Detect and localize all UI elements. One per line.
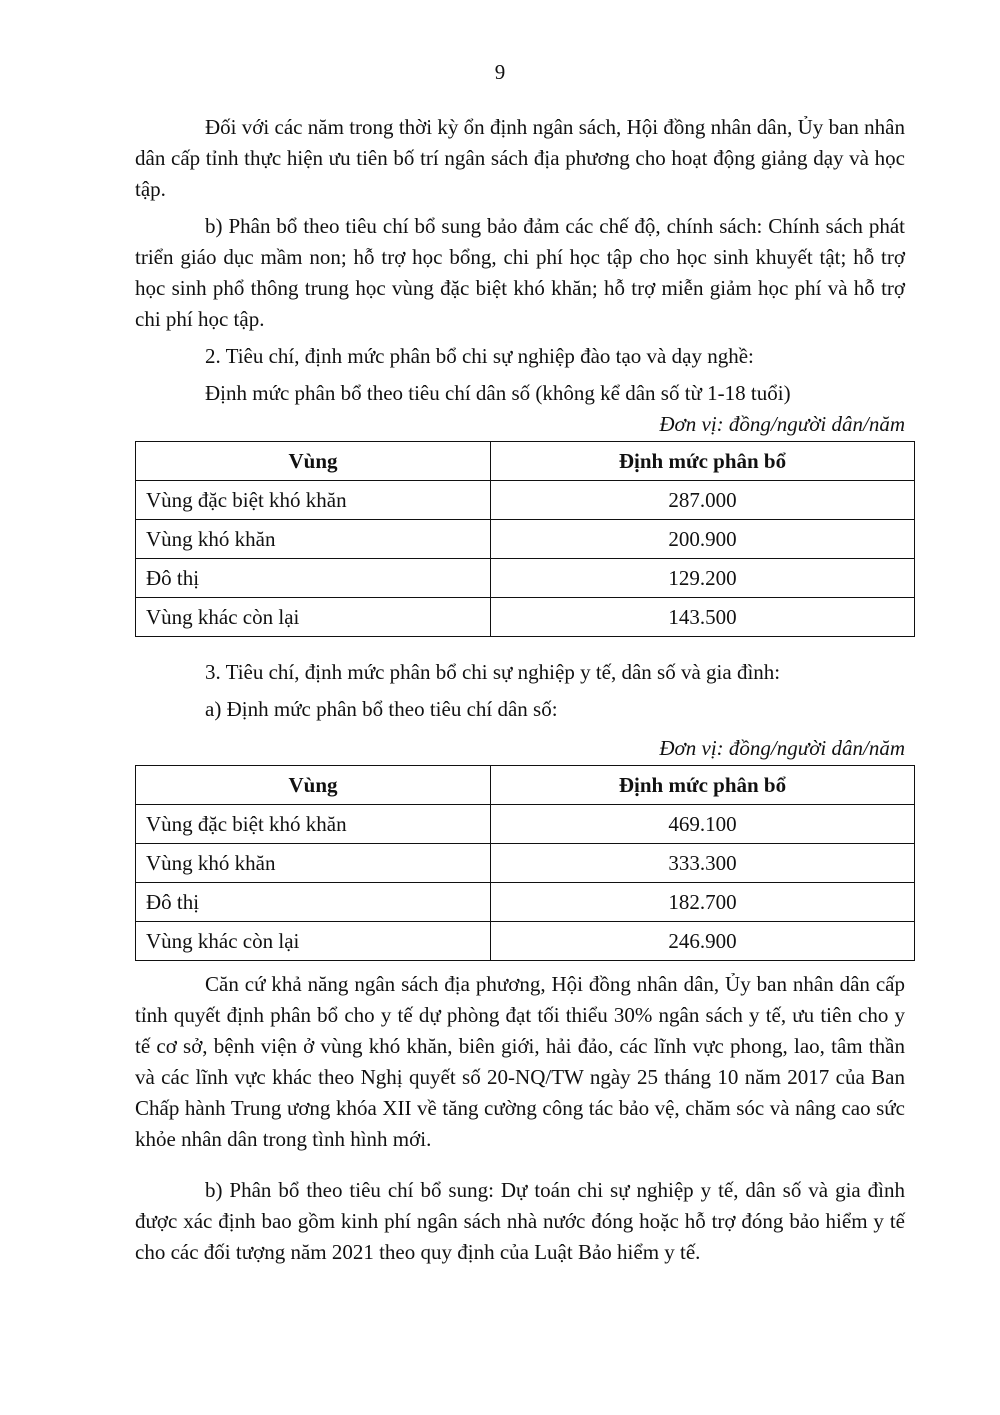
table-row (136, 481, 915, 520)
region-cell: Vùng khó khăn (136, 520, 491, 559)
table-row (136, 883, 915, 922)
region-cell: Vùng khác còn lại (136, 598, 491, 637)
page-number: 9 (494, 60, 506, 84)
table-row (136, 559, 915, 598)
column-header-norm: Định mức phân bổ (491, 766, 915, 805)
paragraph-population-criteria-health: a) Định mức phân bổ theo tiêu chí dân số: (205, 697, 558, 721)
region-cell: Vùng đặc biệt khó khăn (136, 805, 491, 844)
paragraph-supplementary-criteria-health: b) Phân bổ theo tiêu chí bổ sung: Dự toán chi sự nghiệp y tế, dân số và gia đình được xác định bao gồm kinh phí ngân sách nhà nước đóng hoặc hỗ trợ đóng bảo hiểm y tế cho các đối tượng năm 2021 theo quy định của Luật Bảo hiểm y tế. (135, 1178, 905, 1264)
table-header-row (136, 766, 915, 805)
column-header-region: Vùng (136, 766, 491, 805)
norm-value-cell: 200.900 (491, 520, 915, 559)
region-cell: Vùng khó khăn (136, 844, 491, 883)
table-row (136, 805, 915, 844)
norm-value-cell: 333.300 (491, 844, 915, 883)
table1-unit: Đơn vị: đồng/người dân/năm (659, 412, 905, 436)
column-header-norm: Định mức phân bổ (491, 442, 915, 481)
norm-value-cell: 469.100 (491, 805, 915, 844)
table2-unit: Đơn vị: đồng/người dân/năm (659, 736, 905, 760)
norm-value-cell: 129.200 (491, 559, 915, 598)
health-allocation-table (135, 765, 915, 961)
region-cell: Vùng đặc biệt khó khăn (136, 481, 491, 520)
table-row (136, 598, 915, 637)
document-body (135, 112, 905, 1274)
region-cell: Đô thị (136, 883, 491, 922)
table-row (136, 844, 915, 883)
norm-value-cell: 246.900 (491, 922, 915, 961)
table-row (136, 520, 915, 559)
paragraph-population-criteria-training: Định mức phân bổ theo tiêu chí dân số (không kể dân số từ 1-18 tuổi) (205, 381, 791, 405)
column-header-region: Vùng (136, 442, 491, 481)
table-header-row (136, 442, 915, 481)
norm-value-cell: 182.700 (491, 883, 915, 922)
region-cell: Đô thị (136, 559, 491, 598)
section-heading-health: 3. Tiêu chí, định mức phân bổ chi sự nghiệp y tế, dân số và gia đình: (205, 660, 781, 684)
norm-value-cell: 287.000 (491, 481, 915, 520)
training-allocation-table (135, 441, 915, 637)
region-cell: Vùng khác còn lại (136, 922, 491, 961)
section-heading-training: 2. Tiêu chí, định mức phân bổ chi sự nghiệp đào tạo và dạy nghề: (205, 344, 754, 368)
paragraph-budget-priority: Đối với các năm trong thời kỳ ổn định ngân sách, Hội đồng nhân dân, Ủy ban nhân dân cấp tỉnh thực hiện ưu tiên bố trí ngân sách địa phương cho hoạt động giảng dạy và học tập. (135, 115, 905, 201)
paragraph-supplementary-criteria-education: b) Phân bổ theo tiêu chí bổ sung bảo đảm các chế độ, chính sách: Chính sách phát triển giáo dục mầm non; hỗ trợ học bổng, chi phí học tập cho học sinh khuyết tật; hỗ trợ học sinh phổ thông trung học vùng đặc biệt khó khăn; hỗ trợ miễn giảm học phí và hỗ trợ chi phí học tập. (135, 214, 905, 331)
norm-value-cell: 143.500 (491, 598, 915, 637)
table-row (136, 922, 915, 961)
paragraph-preventive-health-priority: Căn cứ khả năng ngân sách địa phương, Hội đồng nhân dân, Ủy ban nhân dân cấp tỉnh quyết định phân bổ cho y tế dự phòng đạt tối thiểu 30% ngân sách y tế, ưu tiên cho y tế cơ sở, bệnh viện ở vùng khó khăn, biên giới, hải đảo, các lĩnh vực phong, lao, tâm thần và các lĩnh vực khác theo Nghị quyết số 20-NQ/TW ngày 25 tháng 10 năm 2017 của Ban Chấp hành Trung ương khóa XII về tăng cường công tác bảo vệ, chăm sóc và nâng cao sức khỏe nhân dân trong tình hình mới. (135, 972, 905, 1151)
